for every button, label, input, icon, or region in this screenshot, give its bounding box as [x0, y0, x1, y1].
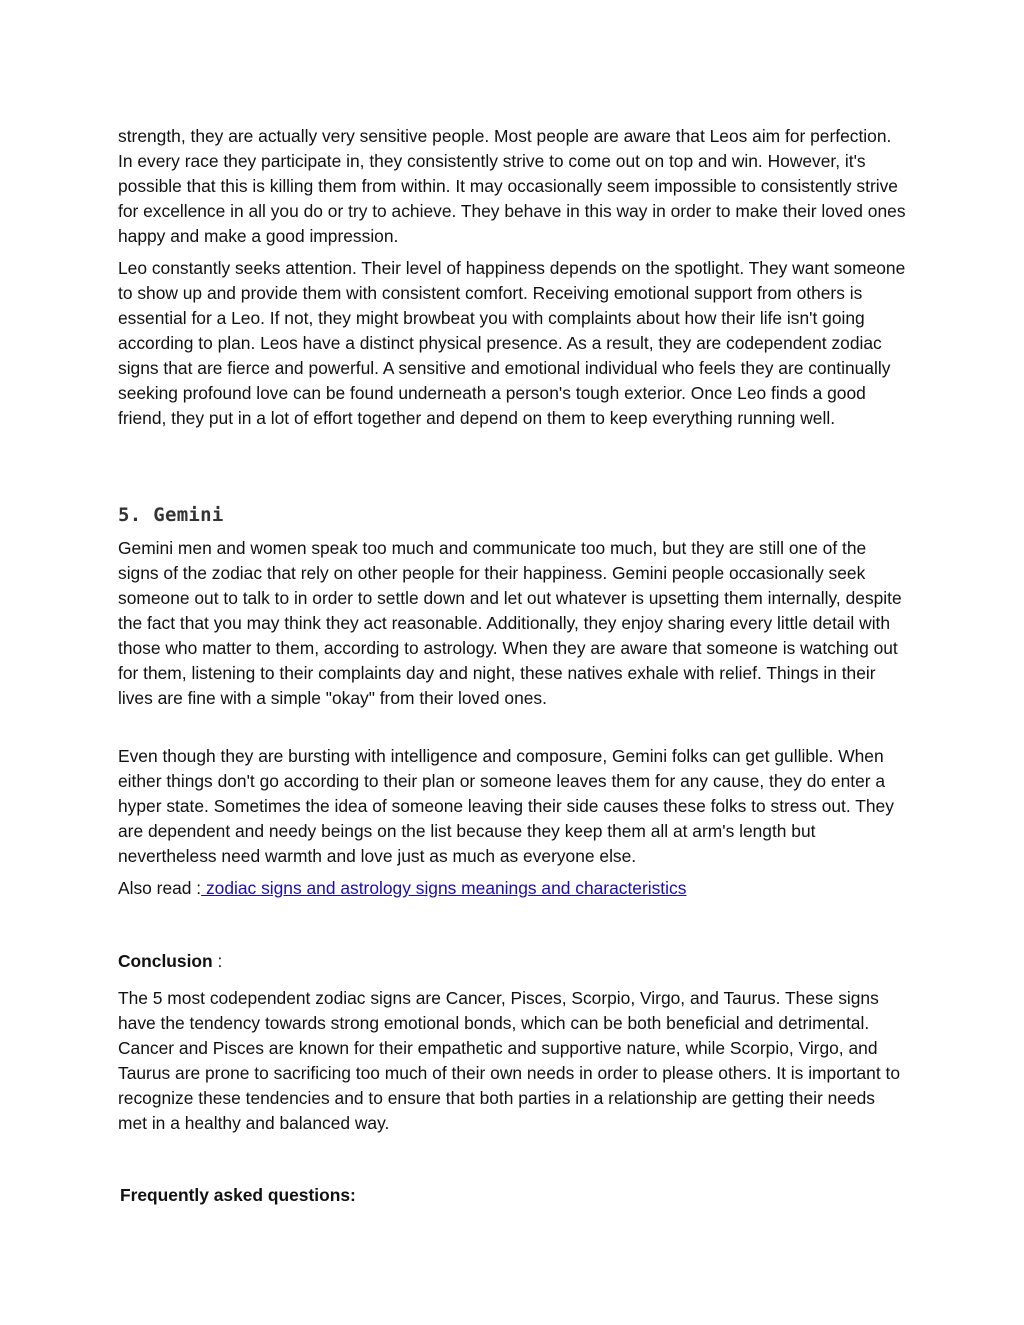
gemini-paragraph-1: Gemini men and women speak too much and communicate too much, but they are still one of the signs of the zodiac that rely on other people for their happiness. Gemini people occasionally seek someone out to talk to in order to settle down and let out whatever is upsetting them internally, despite the fact that you may think they act reasonable. Additionally, they enjoy sharing every little detail with those who matter to them, according to astrology. When they are aware that someone is watching out for them, listening to their complaints day and night, these natives exhale with relief. Things in their lives are fine with a simple "okay" from their loved ones. — [118, 538, 902, 708]
zodiac-signs-link[interactable]: zodiac signs and astrology signs meanings and characteristics — [201, 878, 687, 898]
gemini-heading: 5. Gemini — [118, 504, 224, 526]
conclusion-paragraph: The 5 most codependent zodiac signs are Cancer, Pisces, Scorpio, Virgo, and Taurus. These signs have the tendency towards strong emotional bonds, which can be both beneficial and detrimental. Cancer and Pisces are known for their empathetic and supportive nature, while Scorpio, Virgo, and Taurus are prone to sacrificing too much of their own needs in order to please others. It is important to recognize these tendencies and to ensure that both parties in a relationship are getting their needs met in a healthy and balanced way. — [118, 988, 901, 1133]
conclusion-heading — [118, 949, 222, 974]
leo-paragraph-1: strength, they are actually very sensitive people. Most people are aware that Leos aim for perfection. In every race they participate in, they consistently strive to come out on top and win. However, it's possible that this is killing them from within. It may occasionally seem impossible to consistently strive for excellence in all you do or try to achieve. They behave in this way in order to make their loved ones happy and make a good impression. — [118, 126, 906, 246]
conclusion-label: Conclusion — [118, 951, 213, 971]
gemini-paragraph-2: Even though they are bursting with intelligence and composure, Gemini folks can get gullible. When either things don't go according to their plan or someone leaves them for any cause, they do enter a hyper state. Sometimes the idea of someone leaving their side causes these folks to stress out. They are dependent and needy beings on the list because they keep them all at arm's length but nevertheless need warmth and love just as much as everyone else. — [118, 746, 894, 866]
conclusion-colon: : — [212, 951, 223, 971]
leo-paragraph-2: Leo constantly seeks attention. Their level of happiness depends on the spotlight. They want someone to show up and provide them with consistent comfort. Receiving emotional support from others is essential for a Leo. If not, they might browbeat you with complaints about how their life isn't going according to plan. Leos have a distinct physical presence. As a result, they are codependent zodiac signs that are fierce and powerful. A sensitive and emotional individual who feels they are continually seeking profound love can be found underneath a person's tough exterior. Once Leo finds a good friend, they put in a lot of effort together and depend on them to keep everything running well. — [118, 258, 906, 428]
also-read-line — [118, 876, 686, 901]
also-read-prefix: Also read : — [118, 878, 202, 898]
faq-heading: Frequently asked questions: — [120, 1185, 356, 1205]
